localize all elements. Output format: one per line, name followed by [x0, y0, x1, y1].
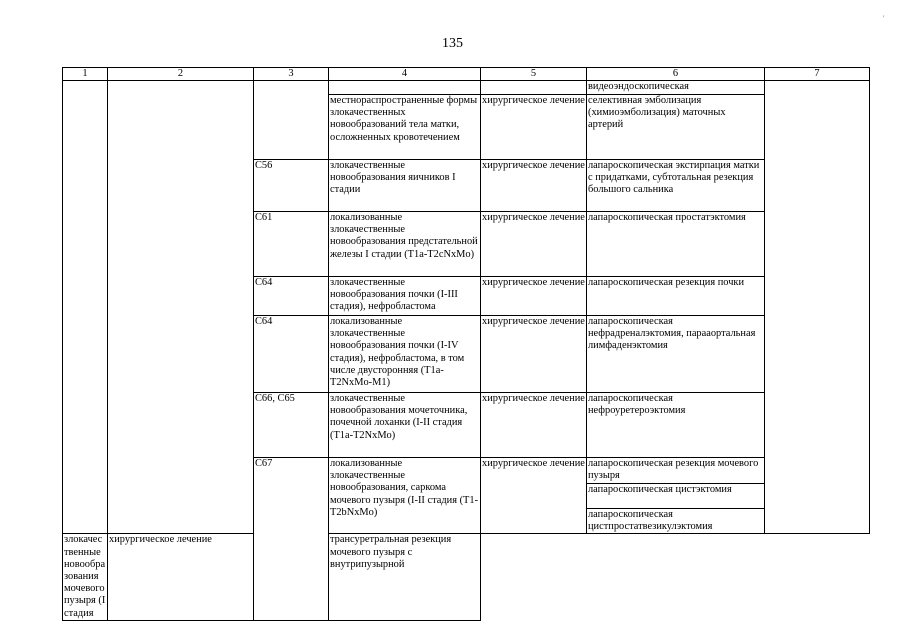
cell-col-5	[481, 81, 587, 95]
cell-treatment: хирургическое лечение	[481, 316, 587, 393]
cell-method: лапароскопическая нефрадреналэктомия, парааортальная лимфаденэктомия	[587, 316, 765, 393]
page-number: 135	[442, 36, 463, 51]
cell-code: C56	[254, 160, 329, 212]
services-table	[62, 67, 870, 621]
cell-code: C64	[254, 277, 329, 316]
cell-method: видеоэндоскопическая	[587, 81, 765, 95]
cell-treatment: хирургическое лечение	[481, 277, 587, 316]
cell-diagnosis: локализованные злокачественные новообразования почки (I-IV стадия), нефробластома, в том числе двусторонняя (T1a-T2NxMo-M1)	[329, 316, 481, 393]
cell-diagnosis: локализованные злокачественные новообразования, саркома мочевого пузыря (I-II стадия (T1-T2bNxMo)	[329, 458, 481, 534]
table-row	[63, 81, 870, 95]
cell-treatment: хирургическое лечение	[481, 212, 587, 277]
cell-treatment: хирургическое лечение	[108, 534, 254, 620]
table-row	[63, 534, 870, 620]
cell-method: лапароскопическая цистпростатвезикулэктомия	[587, 509, 765, 534]
cell-diagnosis: злокачественные новообразования мочеточника, почечной лоханки (I-II стадия (T1a-T2NxMo)	[329, 393, 481, 458]
cell-col-4	[329, 81, 481, 95]
cell-treatment: хирургическое лечение	[481, 95, 587, 160]
cell-method: лапароскопическая простатэктомия	[587, 212, 765, 277]
cell-method: лапароскопическая нефроуретероэктомия	[587, 393, 765, 458]
cell-code: C67	[254, 458, 329, 621]
corner-mark: '	[883, 14, 885, 23]
cell-method: лапароскопическая резекция почки	[587, 277, 765, 316]
header-col-5: 5	[481, 68, 587, 81]
cell-method: селективная эмболизация (химиоэмболизация) маточных артерий	[587, 95, 765, 160]
header-row	[63, 68, 870, 81]
cell-col-2	[108, 81, 254, 534]
cell-diagnosis: злокачественные новообразования мочевого пузыря (I стадия	[63, 534, 108, 620]
cell-col-1	[63, 81, 108, 534]
cell-diagnosis: злокачественные новообразования почки (I-III стадия), нефробластома	[329, 277, 481, 316]
cell-method: лапароскопическая цистэктомия	[587, 484, 765, 509]
cell-col-3	[254, 81, 329, 160]
header-col-1: 1	[63, 68, 108, 81]
cell-code: C66, C65	[254, 393, 329, 458]
cell-treatment: хирургическое лечение	[481, 393, 587, 458]
cell-method: трансуретральная резекция мочевого пузыря с внутрипузырной	[329, 534, 481, 620]
cell-diagnosis: локализованные злокачественные новообразования предстательной железы I стадии (T1a-T2cNxMo)	[329, 212, 481, 277]
cell-treatment: хирургическое лечение	[481, 458, 587, 534]
cell-method: лапароскопическая резекция мочевого пузыря	[587, 458, 765, 484]
cell-diagnosis: местнораспространенные формы злокачественных новообразований тела матки, осложненных кровотечением	[329, 95, 481, 160]
header-col-7: 7	[765, 68, 870, 81]
cell-diagnosis: злокачественные новообразования яичников I стадии	[329, 160, 481, 212]
cell-code: C64	[254, 316, 329, 393]
cell-treatment: хирургическое лечение	[481, 160, 587, 212]
header-col-6: 6	[587, 68, 765, 81]
cell-col-7	[765, 81, 870, 534]
header-col-3: 3	[254, 68, 329, 81]
cell-code: C61	[254, 212, 329, 277]
header-col-2: 2	[108, 68, 254, 81]
cell-method: лапароскопическая экстирпация матки с придатками, субтотальная резекция большого сальника	[587, 160, 765, 212]
header-col-4: 4	[329, 68, 481, 81]
